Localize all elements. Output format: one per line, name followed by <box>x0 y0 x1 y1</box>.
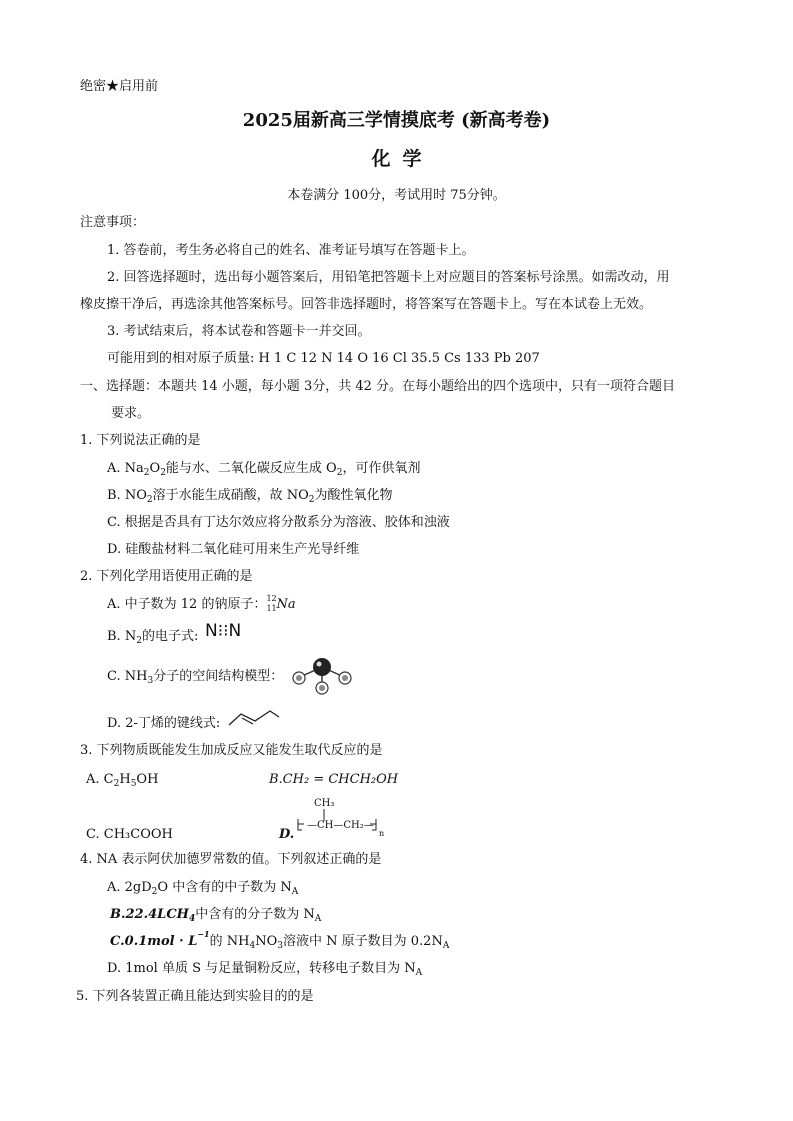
atomic-masses: 可能用到的相对原子质量: H 1 C 12 N 14 O 16 Cl 35.5 Cs 133 Pb 207 <box>107 351 540 366</box>
notice-item-1: 1. 答卷前，考生务必将自己的姓名、准考证号填写在答题卡上。 <box>107 243 475 258</box>
notice-item-2-line1: 2. 回答选择题时，选出每小题答案后，用铅笔把答题卡上对应题目的答案标号涂黑。如需改动，用 <box>107 270 670 285</box>
q3-stem: 3. 下列物质既能发生加成反应又能发生取代反应的是 <box>80 743 383 758</box>
subject-title: 化学 <box>371 148 434 170</box>
mass-number: 12 <box>266 594 277 603</box>
exam-info: 本卷满分 100分，考试用时 75分钟。 <box>287 188 506 203</box>
section-heading-line1: 一、选择题：本题共 14 小题，每小题 3分，共 42 分。在每小题给出的四个选项中，只有一项符合题目 <box>80 379 676 394</box>
q2-stem: 2. 下列化学用语使用正确的是 <box>80 569 253 584</box>
confidential-label: 绝密★启用前 <box>80 79 159 94</box>
q3-option-d-label: D. <box>279 827 295 842</box>
atomic-number: 11 <box>266 604 277 613</box>
q1-option-b: B. $NO_2$溶于水能生成硝酸，故 $NO_2$为酸性氧化物 <box>107 488 393 505</box>
n2-electron-formula: N⁝⁝N <box>205 621 242 641</box>
q4-option-c: $C.0.1mol \cdot L^{-1}$的 $NH_4NO_3$溶液中 N 原子数目为 $0.2N_A$ <box>110 928 450 951</box>
q1-stem: 1. 下列说法正确的是 <box>80 433 201 448</box>
q5-stem: 5. 下列各装置正确且能达到实验目的的是 <box>76 989 314 1004</box>
q2-option-d: D. 2-丁烯的键线式: <box>107 716 221 731</box>
q1-option-c: C. 根据是否具有丁达尔效应将分散系分为溶液、胶体和浊液 <box>107 515 450 530</box>
notice-item-3: 3. 考试结束后，将本试卷和答题卡一并交回。 <box>107 324 371 339</box>
q3-option-b: B.CH₂ = CHCH₂OH <box>269 772 399 787</box>
2-butene-skeletal-icon <box>228 709 280 727</box>
polymer-branch: CH₃ <box>314 798 335 809</box>
exam-title: 2025届新高三学情摸底考 (新高考卷) <box>242 110 551 131</box>
sodium-symbol: Na <box>276 597 296 612</box>
q2-option-a: A. 中子数为 12 的钠原子： 12 11 Na <box>107 594 296 613</box>
notice-heading: 注意事项： <box>80 215 146 230</box>
section-heading-line2: 要求。 <box>111 406 151 421</box>
q2-option-b: B. $N_2$的电子式: <box>107 629 199 646</box>
q4-stem: 4. NA 表示阿伏加德罗常数的值。下列叙述正确的是 <box>80 852 382 867</box>
q1-option-d: D. 硅酸盐材料二氧化硅可用来生产光导纤维 <box>107 542 360 557</box>
q3-option-c: C. CH₃COOH <box>86 827 173 842</box>
q3-option-a: A. $C_2H_5OH$ <box>86 772 159 789</box>
q4-option-b: $B.22.4LCH_4$中含有的分子数为 $N_A$ <box>110 907 322 924</box>
polymer-chain: —CH—CH₂— <box>307 820 374 831</box>
nh3-model-icon <box>290 656 354 696</box>
q4-option-d: D. 1mol 单质 S 与足量铜粉反应，转移电子数目为 $N_A$ <box>107 961 423 978</box>
polymer-n: n <box>379 829 385 838</box>
q1-option-a: A. $Na_2O_2$能与水、二氧化碳反应生成 $O_2$，可作供氧剂 <box>107 461 421 478</box>
notice-item-2-line2: 橡皮擦干净后，再选涂其他答案标号。回答非选择题时，将答案写在答题卡上。写在本试卷上无效。 <box>80 297 653 312</box>
q4-option-a: A. $2gD_2O$ 中含有的中子数为 $N_A$ <box>107 880 299 897</box>
q2-option-c: C. $NH_3$分子的空间结构模型： <box>107 669 284 686</box>
